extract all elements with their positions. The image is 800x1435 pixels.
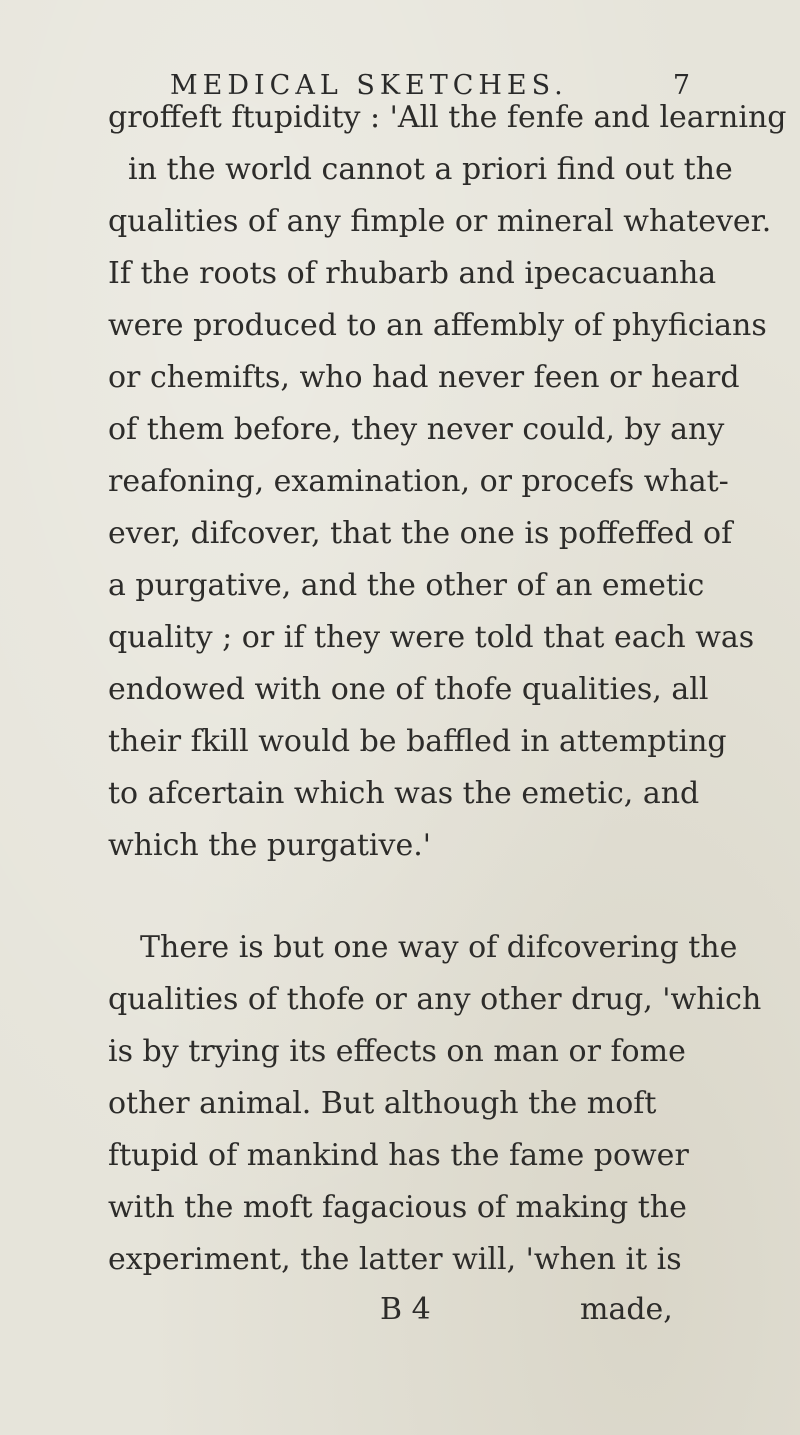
signature-mark: B 4 <box>380 1292 431 1327</box>
text-line: groffeft ftupidity : 'All the fenfe and learning <box>108 100 787 135</box>
text-line: is by trying its effects on man or fome <box>108 1034 686 1069</box>
text-line: quality ; or if they were told that each was <box>108 620 755 655</box>
text-line: endowed with one of thofe qualities, all <box>108 672 709 707</box>
page-number: 7 <box>672 70 690 101</box>
text-line: which the purgative.' <box>108 828 432 863</box>
text-line: to afcertain which was the emetic, and <box>108 776 700 811</box>
text-line: qualities of any fimple or mineral whatever. <box>108 204 772 239</box>
text-line: There is but one way of difcovering the <box>140 930 738 965</box>
running-head: MEDICAL SKETCHES. <box>170 70 568 101</box>
text-line: with the moft fagacious of making the <box>108 1190 687 1225</box>
text-line: reafoning, examination, or procefs what- <box>108 464 729 499</box>
text-line: experiment, the latter will, 'when it is <box>108 1242 682 1277</box>
text-line: If the roots of rhubarb and ipecacuanha <box>108 256 717 291</box>
text-line: a purgative, and the other of an emetic <box>108 568 705 603</box>
catchword: made, <box>580 1292 673 1327</box>
text-line: of them before, they never could, by any <box>108 412 725 447</box>
text-line: their fkill would be baffled in attempting <box>108 724 727 759</box>
text-line: ftupid of mankind has the fame power <box>108 1138 689 1173</box>
text-line: or chemifts, who had never feen or heard <box>108 360 740 395</box>
text-line: were produced to an affembly of phyficians <box>108 308 767 343</box>
text-line: other animal. But although the moft <box>108 1086 657 1121</box>
text-line: in the world cannot a priori find out the <box>128 152 733 187</box>
text-line: ever, difcover, that the one is poffeffed of <box>108 516 733 551</box>
text-line: qualities of thofe or any other drug, 'which <box>108 982 762 1017</box>
